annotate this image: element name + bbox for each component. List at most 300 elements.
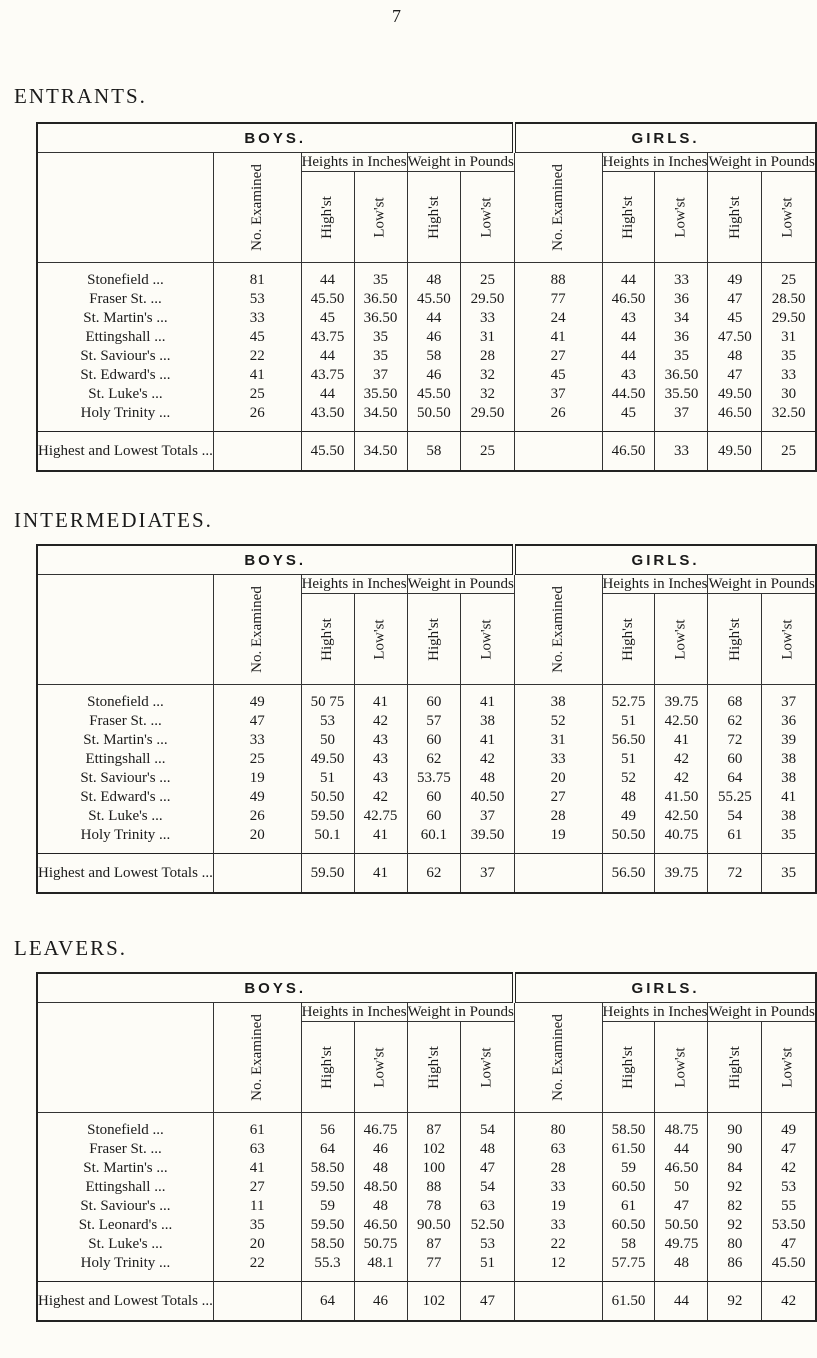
boys-value: 51 — [301, 769, 354, 788]
highest-label: High'st — [619, 195, 636, 239]
girls-total: 49.50 — [708, 432, 762, 472]
lowest-label: Low'st — [479, 1046, 496, 1088]
girls-value: 36.50 — [655, 366, 708, 385]
girls-value: 36 — [655, 290, 708, 309]
girls-total: 56.50 — [602, 854, 655, 894]
school-name: Stonefield ... — [37, 1113, 213, 1141]
school-name: St. Luke's ... — [37, 1235, 213, 1254]
girls-value: 32.50 — [762, 404, 816, 432]
boys-value: 42 — [354, 788, 407, 807]
weight-header: Weight in Pounds — [708, 1004, 815, 1020]
lowest-label: Low'st — [479, 618, 496, 660]
highest-header — [301, 594, 354, 685]
boys-value: 25 — [213, 385, 301, 404]
boys-value: 46 — [354, 1140, 407, 1159]
highest-header — [708, 172, 762, 263]
boys-value: 34.50 — [354, 404, 407, 432]
data-table-intermediates — [36, 544, 817, 894]
girls-value: 33 — [655, 263, 708, 291]
boys-value: 88 — [407, 1178, 461, 1197]
girls-value: 38 — [762, 807, 816, 826]
boys-value: 45.50 — [301, 290, 354, 309]
table-row — [37, 788, 816, 807]
boys-value: 20 — [213, 1235, 301, 1254]
girls-total: 46.50 — [602, 432, 655, 472]
lowest-header — [354, 1022, 407, 1113]
boys-value: 33 — [461, 309, 515, 328]
girls-value: 38 — [762, 750, 816, 769]
boys-total: 45.50 — [301, 432, 354, 472]
lowest-header — [354, 172, 407, 263]
boys-total: 37 — [461, 854, 515, 894]
girls-value: 49 — [708, 263, 762, 291]
girls-value: 62 — [708, 712, 762, 731]
girls-value: 52 — [514, 712, 602, 731]
table-row — [37, 1159, 816, 1178]
boys-value: 55.3 — [301, 1254, 354, 1282]
lowest-label: Low'st — [780, 618, 797, 660]
lowest-label: Low'st — [672, 196, 689, 238]
boys-value: 20 — [213, 826, 301, 854]
boys-value: 59.50 — [301, 807, 354, 826]
totals-label: Highest and Lowest Totals ... — [37, 854, 213, 894]
boys-value: 41 — [354, 685, 407, 713]
school-header-blank — [37, 575, 213, 685]
boys-value: 49.50 — [301, 750, 354, 769]
highest-label: High'st — [619, 1045, 636, 1089]
totals-row — [37, 432, 816, 472]
girls-value: 57.75 — [602, 1254, 655, 1282]
boys-value: 50.50 — [301, 788, 354, 807]
girls-value: 58.50 — [602, 1113, 655, 1141]
lowest-header — [461, 594, 515, 685]
boys-value: 44 — [407, 309, 461, 328]
boys-value: 27 — [213, 1178, 301, 1197]
table-row — [37, 1178, 816, 1197]
data-table-entrants — [36, 122, 817, 472]
table-row — [37, 347, 816, 366]
heights-header: Heights in Inches — [301, 576, 407, 592]
no-examined-header — [213, 153, 301, 263]
lowest-label: Low'st — [372, 618, 389, 660]
girls-value: 45 — [602, 404, 655, 432]
girls-value: 56.50 — [602, 731, 655, 750]
no-examined-label: No. Examined — [549, 1014, 566, 1101]
weight-header: Weight in Pounds — [407, 1004, 514, 1020]
table-row — [37, 769, 816, 788]
boys-value: 46.50 — [354, 1216, 407, 1235]
table-row — [37, 712, 816, 731]
boys-value: 43.50 — [301, 404, 354, 432]
boys-value: 19 — [213, 769, 301, 788]
data-table-leavers — [36, 972, 817, 1322]
girls-value: 61 — [708, 826, 762, 854]
girls-value: 46.50 — [708, 404, 762, 432]
girls-total: 35 — [762, 854, 816, 894]
boys-value: 42.75 — [354, 807, 407, 826]
girls-value: 28.50 — [762, 290, 816, 309]
lowest-header — [762, 172, 816, 263]
boys-value: 31 — [461, 328, 515, 347]
girls-value: 46.50 — [602, 290, 655, 309]
boys-value: 35 — [354, 263, 407, 291]
boys-total: 34.50 — [354, 432, 407, 472]
girls-value: 50.50 — [655, 1216, 708, 1235]
girls-value: 19 — [514, 826, 602, 854]
girls-value: 47 — [655, 1197, 708, 1216]
heights-header: Heights in Inches — [602, 154, 708, 170]
boys-value: 25 — [213, 750, 301, 769]
boys-value: 40.50 — [461, 788, 515, 807]
boys-value: 36.50 — [354, 290, 407, 309]
boys-value: 48 — [461, 769, 515, 788]
girls-value: 42 — [655, 769, 708, 788]
girls-total: 72 — [708, 854, 762, 894]
girls-value: 27 — [514, 347, 602, 366]
highest-header — [407, 1022, 461, 1113]
girls-value: 28 — [514, 807, 602, 826]
girls-value: 77 — [514, 290, 602, 309]
school-name: St. Luke's ... — [37, 385, 213, 404]
totals-row — [37, 854, 816, 894]
table-row — [37, 290, 816, 309]
section-title: LEAVERS. — [14, 936, 128, 960]
girls-value: 53.50 — [762, 1216, 816, 1235]
girls-value: 38 — [514, 685, 602, 713]
boys-value: 33 — [213, 309, 301, 328]
highest-label: High'st — [425, 1045, 442, 1089]
table-row — [37, 1197, 816, 1216]
boys-value: 77 — [407, 1254, 461, 1282]
lowest-header — [655, 172, 708, 263]
no-examined-label: No. Examined — [248, 164, 265, 251]
girls-value: 88 — [514, 263, 602, 291]
girls-value: 80 — [708, 1235, 762, 1254]
girls-value: 53 — [762, 1178, 816, 1197]
school-name: Fraser St. ... — [37, 290, 213, 309]
boys-value: 41 — [213, 366, 301, 385]
boys-header: BOYS. — [37, 973, 514, 1003]
boys-value: 49 — [213, 788, 301, 807]
highest-header — [301, 172, 354, 263]
boys-header: BOYS. — [37, 545, 514, 575]
girls-value: 52.75 — [602, 685, 655, 713]
boys-total — [213, 432, 301, 472]
lowest-label: Low'st — [479, 196, 496, 238]
boys-value: 50 — [301, 731, 354, 750]
girls-value: 30 — [762, 385, 816, 404]
boys-value: 48 — [354, 1197, 407, 1216]
girls-value: 44.50 — [602, 385, 655, 404]
school-name: Stonefield ... — [37, 685, 213, 713]
heights-header: Heights in Inches — [602, 1004, 708, 1020]
boys-value: 28 — [461, 347, 515, 366]
girls-value: 45 — [514, 366, 602, 385]
girls-value: 49 — [602, 807, 655, 826]
totals-label: Highest and Lowest Totals ... — [37, 1282, 213, 1322]
girls-value: 47 — [762, 1140, 816, 1159]
boys-total — [213, 1282, 301, 1322]
girls-value: 49.50 — [708, 385, 762, 404]
lowest-header — [461, 172, 515, 263]
school-name: St. Martin's ... — [37, 1159, 213, 1178]
boys-value: 59.50 — [301, 1216, 354, 1235]
girls-value: 34 — [655, 309, 708, 328]
boys-value: 41 — [461, 685, 515, 713]
lowest-label: Low'st — [780, 196, 797, 238]
highest-header — [602, 594, 655, 685]
table-row — [37, 1216, 816, 1235]
table-row — [37, 263, 816, 291]
boys-value: 44 — [301, 347, 354, 366]
girls-value: 52 — [602, 769, 655, 788]
weight-header: Weight in Pounds — [708, 576, 815, 592]
school-name: Stonefield ... — [37, 263, 213, 291]
table-row — [37, 807, 816, 826]
girls-value: 54 — [708, 807, 762, 826]
girls-total: 44 — [655, 1282, 708, 1322]
highest-header — [602, 172, 655, 263]
no-examined-header — [514, 153, 602, 263]
girls-value: 90 — [708, 1140, 762, 1159]
no-examined-header — [514, 1003, 602, 1113]
girls-value: 44 — [602, 263, 655, 291]
girls-value: 49 — [762, 1113, 816, 1141]
girls-value: 72 — [708, 731, 762, 750]
boys-value: 32 — [461, 366, 515, 385]
boys-value: 87 — [407, 1113, 461, 1141]
boys-value: 49 — [213, 685, 301, 713]
girls-value: 92 — [708, 1178, 762, 1197]
girls-value: 39 — [762, 731, 816, 750]
girls-value: 47 — [762, 1235, 816, 1254]
girls-value: 86 — [708, 1254, 762, 1282]
girls-value: 51 — [602, 750, 655, 769]
girls-value: 68 — [708, 685, 762, 713]
girls-value: 36 — [655, 328, 708, 347]
boys-total: 62 — [407, 854, 461, 894]
boys-value: 51 — [461, 1254, 515, 1282]
girls-value: 35 — [762, 347, 816, 366]
lowest-label: Low'st — [672, 618, 689, 660]
boys-value: 45 — [301, 309, 354, 328]
boys-value: 48 — [407, 263, 461, 291]
highest-header — [708, 1022, 762, 1113]
girls-value: 48.75 — [655, 1113, 708, 1141]
boys-value: 46 — [407, 328, 461, 347]
girls-value: 44 — [602, 328, 655, 347]
girls-value: 84 — [708, 1159, 762, 1178]
boys-value: 26 — [213, 404, 301, 432]
boys-value: 35 — [354, 347, 407, 366]
boys-value: 50.50 — [407, 404, 461, 432]
girls-value: 24 — [514, 309, 602, 328]
highest-label: High'st — [619, 617, 636, 661]
school-name: St. Saviour's ... — [37, 347, 213, 366]
boys-value: 45 — [213, 328, 301, 347]
girls-value: 45 — [708, 309, 762, 328]
boys-value: 50.1 — [301, 826, 354, 854]
highest-label: High'st — [726, 1045, 743, 1089]
girls-value: 42 — [655, 750, 708, 769]
girls-value: 61 — [602, 1197, 655, 1216]
girls-value: 42 — [762, 1159, 816, 1178]
girls-value: 55 — [762, 1197, 816, 1216]
highest-label: High'st — [425, 195, 442, 239]
school-name: Holy Trinity ... — [37, 404, 213, 432]
lowest-label: Low'st — [780, 1046, 797, 1088]
girls-value: 47 — [708, 290, 762, 309]
boys-header: BOYS. — [37, 123, 514, 153]
girls-value: 38 — [762, 769, 816, 788]
girls-value: 36 — [762, 712, 816, 731]
girls-value: 61.50 — [602, 1140, 655, 1159]
boys-value: 90.50 — [407, 1216, 461, 1235]
boys-value: 60 — [407, 685, 461, 713]
girls-value: 35.50 — [655, 385, 708, 404]
lowest-label: Low'st — [672, 1046, 689, 1088]
girls-value: 64 — [708, 769, 762, 788]
girls-value: 44 — [602, 347, 655, 366]
girls-total: 42 — [762, 1282, 816, 1322]
boys-value: 53.75 — [407, 769, 461, 788]
school-name: Fraser St. ... — [37, 712, 213, 731]
table-row — [37, 750, 816, 769]
boys-value: 43 — [354, 769, 407, 788]
girls-value: 60 — [708, 750, 762, 769]
highest-label: High'st — [319, 195, 336, 239]
heights-header: Heights in Inches — [602, 576, 708, 592]
girls-value: 29.50 — [762, 309, 816, 328]
highest-label: High'st — [726, 195, 743, 239]
boys-value: 78 — [407, 1197, 461, 1216]
boys-value: 52.50 — [461, 1216, 515, 1235]
boys-value: 45.50 — [407, 290, 461, 309]
girls-total: 39.75 — [655, 854, 708, 894]
girls-value: 50 — [655, 1178, 708, 1197]
girls-value: 80 — [514, 1113, 602, 1141]
girls-total: 33 — [655, 432, 708, 472]
girls-total — [514, 1282, 602, 1322]
boys-value: 61 — [213, 1113, 301, 1141]
highest-label: High'st — [726, 617, 743, 661]
table-row — [37, 1235, 816, 1254]
girls-total — [514, 432, 602, 472]
table-row — [37, 685, 816, 713]
boys-value: 38 — [461, 712, 515, 731]
lowest-header — [762, 594, 816, 685]
lowest-label: Low'st — [372, 196, 389, 238]
highest-header — [407, 172, 461, 263]
girls-value: 48 — [655, 1254, 708, 1282]
boys-value: 43.75 — [301, 366, 354, 385]
boys-value: 29.50 — [461, 404, 515, 432]
school-name: St. Leonard's ... — [37, 1216, 213, 1235]
boys-total: 25 — [461, 432, 515, 472]
girls-value: 20 — [514, 769, 602, 788]
girls-value: 58 — [602, 1235, 655, 1254]
girls-value: 22 — [514, 1235, 602, 1254]
boys-value: 60.1 — [407, 826, 461, 854]
girls-value: 35 — [762, 826, 816, 854]
boys-value: 41 — [213, 1159, 301, 1178]
girls-value: 43 — [602, 309, 655, 328]
boys-value: 60 — [407, 788, 461, 807]
girls-total — [514, 854, 602, 894]
lowest-header — [354, 594, 407, 685]
highest-label: High'st — [425, 617, 442, 661]
highest-label: High'st — [319, 1045, 336, 1089]
girls-value: 26 — [514, 404, 602, 432]
lowest-header — [655, 594, 708, 685]
boys-total — [213, 854, 301, 894]
boys-value: 22 — [213, 347, 301, 366]
school-name: St. Martin's ... — [37, 731, 213, 750]
girls-value: 28 — [514, 1159, 602, 1178]
school-header-blank — [37, 153, 213, 263]
boys-value: 48 — [461, 1140, 515, 1159]
lowest-header — [762, 1022, 816, 1113]
no-examined-header — [514, 575, 602, 685]
girls-value: 37 — [655, 404, 708, 432]
girls-value: 40.75 — [655, 826, 708, 854]
boys-value: 32 — [461, 385, 515, 404]
boys-total: 102 — [407, 1282, 461, 1322]
school-name: Fraser St. ... — [37, 1140, 213, 1159]
boys-value: 56 — [301, 1113, 354, 1141]
boys-value: 35 — [354, 328, 407, 347]
girls-value: 33 — [762, 366, 816, 385]
girls-value: 59 — [602, 1159, 655, 1178]
boys-value: 58.50 — [301, 1159, 354, 1178]
girls-value: 27 — [514, 788, 602, 807]
school-name: St. Edward's ... — [37, 788, 213, 807]
girls-value: 47.50 — [708, 328, 762, 347]
no-examined-header — [213, 1003, 301, 1113]
heights-header: Heights in Inches — [301, 154, 407, 170]
boys-value: 25 — [461, 263, 515, 291]
girls-value: 33 — [514, 750, 602, 769]
boys-value: 26 — [213, 807, 301, 826]
boys-value: 47 — [461, 1159, 515, 1178]
girls-value: 42.50 — [655, 712, 708, 731]
table-row — [37, 385, 816, 404]
boys-value: 53 — [461, 1235, 515, 1254]
girls-value: 60.50 — [602, 1216, 655, 1235]
boys-value: 58.50 — [301, 1235, 354, 1254]
weight-header: Weight in Pounds — [407, 154, 514, 170]
girls-value: 46.50 — [655, 1159, 708, 1178]
boys-value: 43 — [354, 731, 407, 750]
boys-value: 45.50 — [407, 385, 461, 404]
boys-value: 53 — [213, 290, 301, 309]
boys-value: 58 — [407, 347, 461, 366]
boys-value: 48.50 — [354, 1178, 407, 1197]
girls-value: 63 — [514, 1140, 602, 1159]
table-row — [37, 826, 816, 854]
boys-value: 63 — [213, 1140, 301, 1159]
table-row — [37, 366, 816, 385]
no-examined-label: No. Examined — [248, 586, 265, 673]
boys-total: 47 — [461, 1282, 515, 1322]
table-row — [37, 1140, 816, 1159]
boys-value: 102 — [407, 1140, 461, 1159]
boys-value: 42 — [354, 712, 407, 731]
heights-header: Heights in Inches — [301, 1004, 407, 1020]
boys-value: 41 — [461, 731, 515, 750]
table-row — [37, 1113, 816, 1141]
table-row — [37, 1254, 816, 1282]
